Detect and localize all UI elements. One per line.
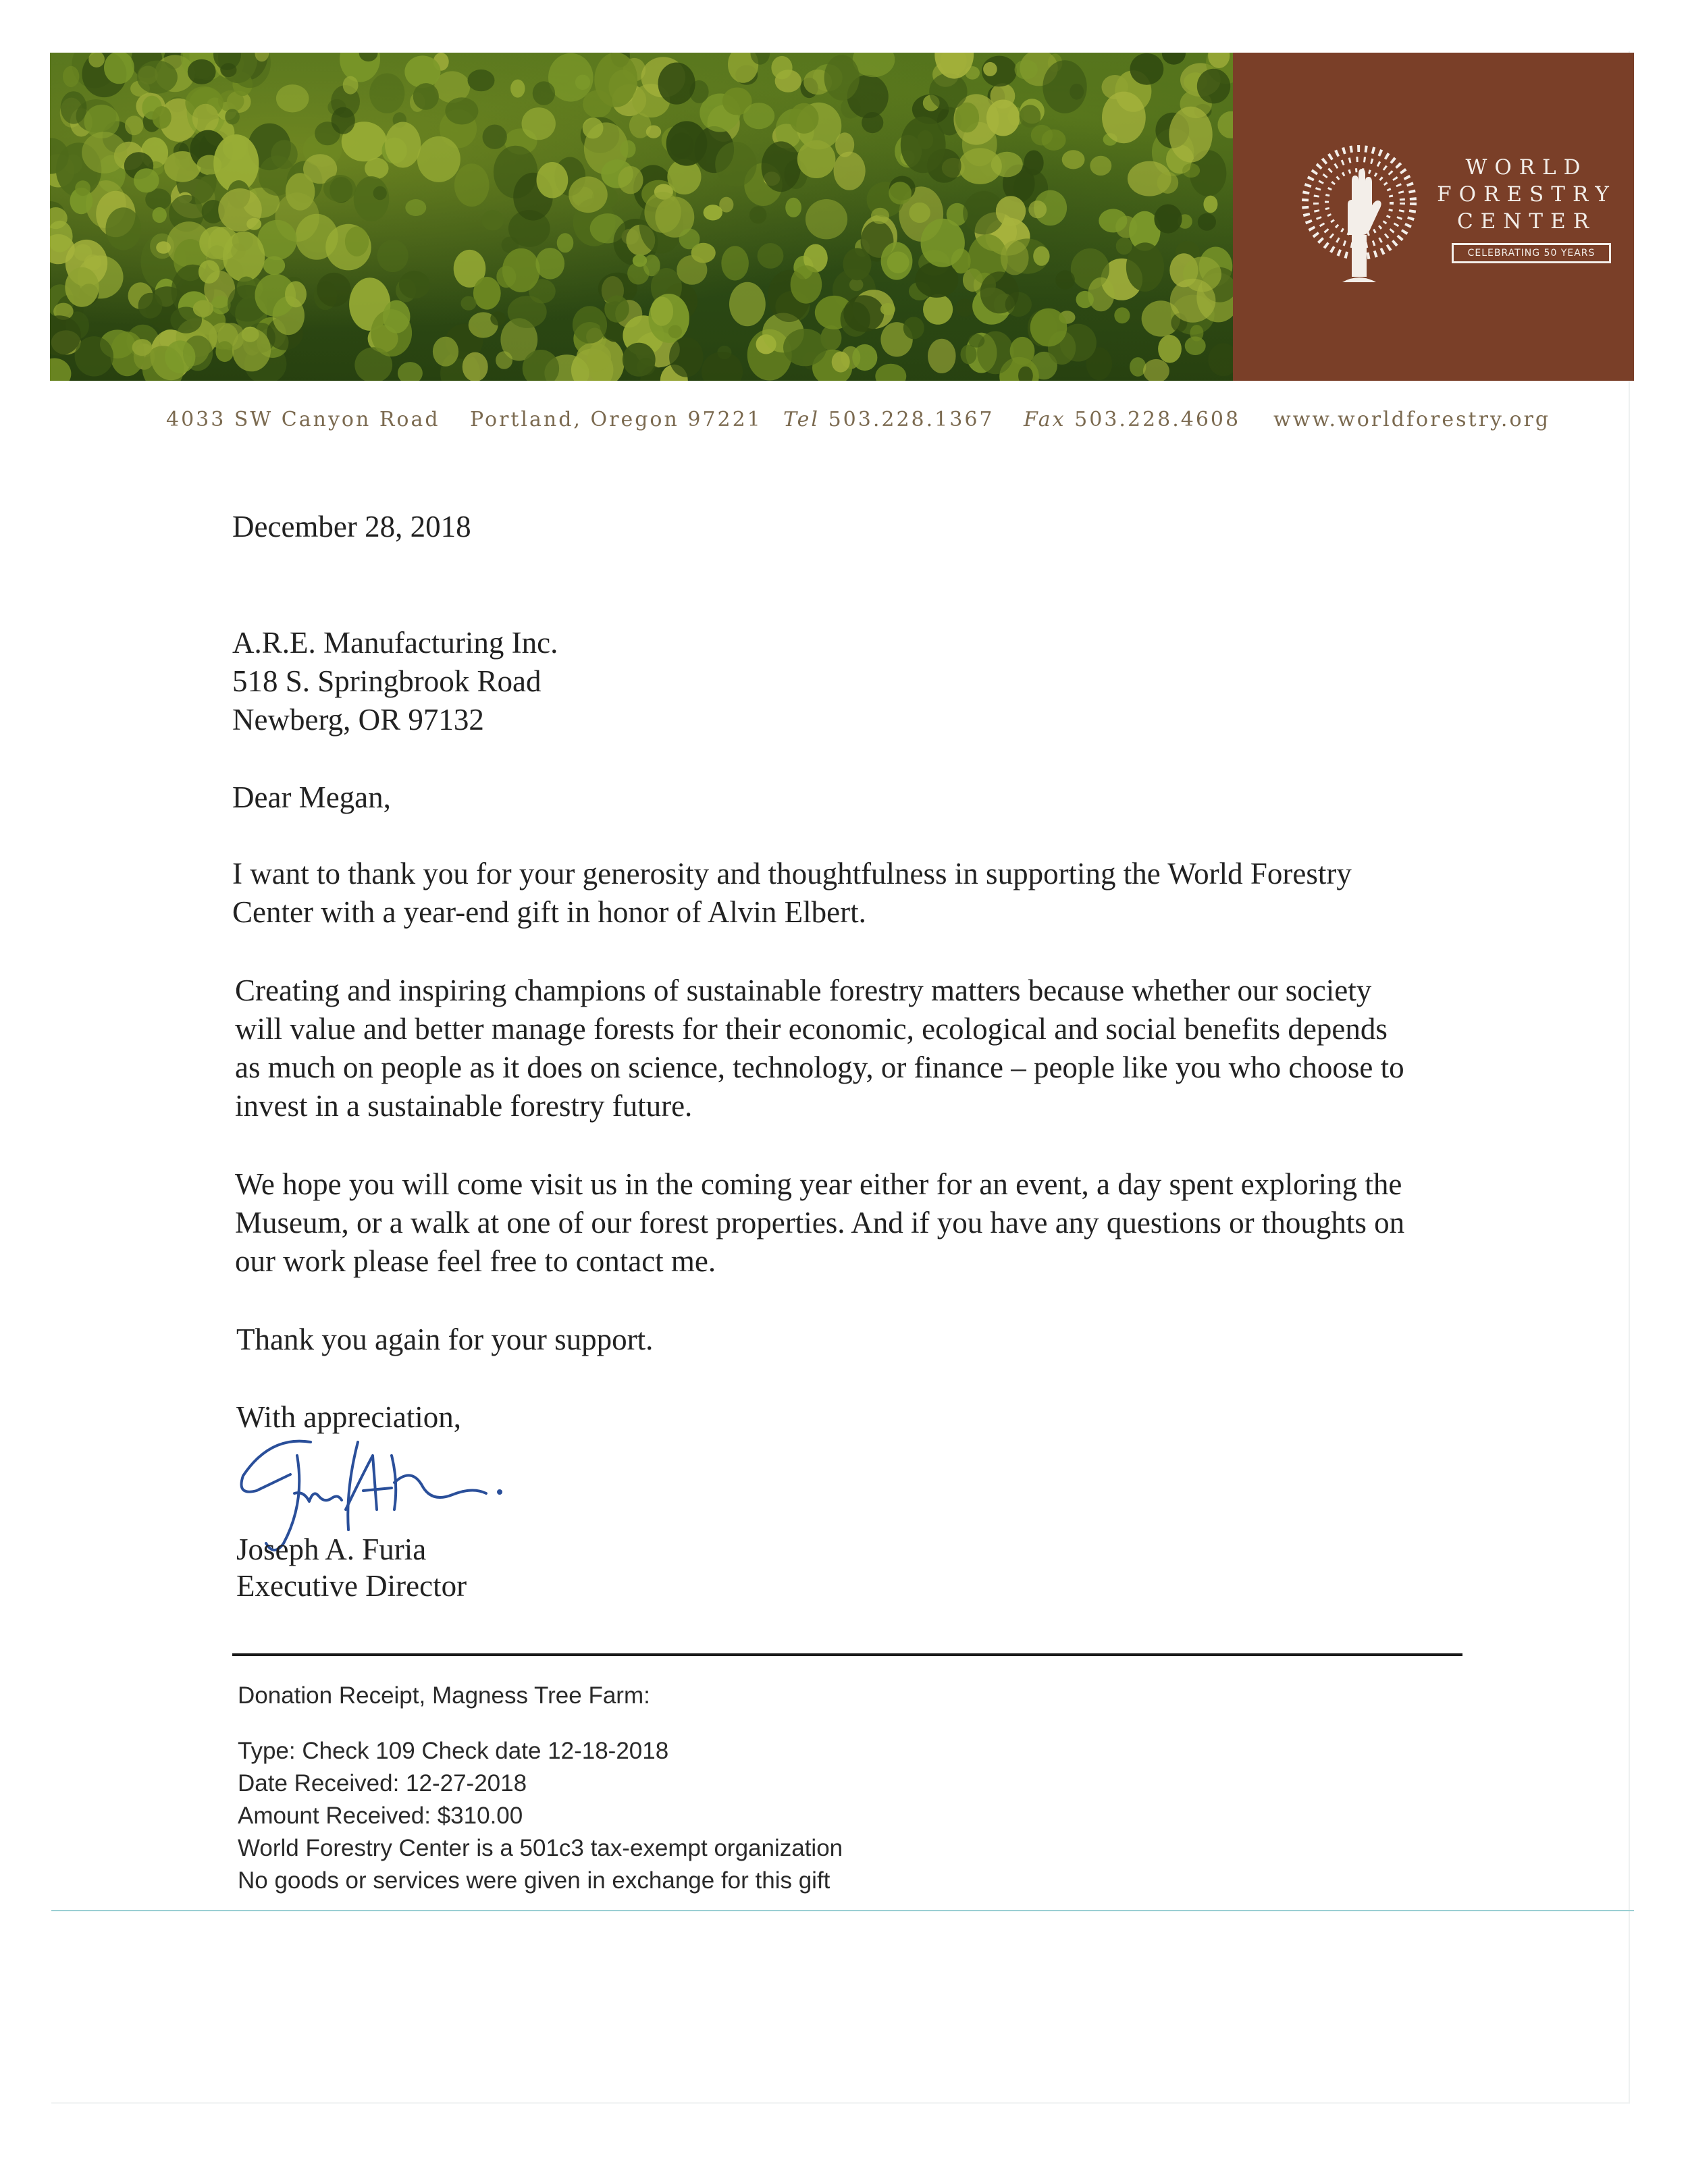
receipt-line: Amount Received: $310.00 [238, 1803, 523, 1829]
recipient-line: 518 S. Springbrook Road [232, 664, 542, 698]
street-address: 4033 SW Canyon Road [166, 408, 440, 431]
signer-block [236, 1531, 467, 1604]
receipt-spacer [238, 1712, 843, 1735]
letter-date [232, 508, 471, 546]
fax-number: 503.228.4608 [1074, 408, 1241, 431]
signer-name: Joseph A. Furia [236, 1533, 427, 1566]
page-fold-line [51, 1910, 1634, 1911]
recipient-line: A.R.E. Manufacturing Inc. [232, 626, 558, 660]
paragraph-3 [235, 1165, 1404, 1281]
salutation-text: Dear Megan, [232, 780, 391, 814]
paragraph-line: Creating and inspiring champions of sustainable forestry matters because whether our society [235, 974, 1372, 1007]
date-text: December 28, 2018 [232, 510, 471, 543]
closing-text: With appreciation, [236, 1400, 462, 1434]
paragraph-line: our work please feel free to contact me. [235, 1244, 716, 1278]
forest-canopy-illustration [50, 53, 1233, 381]
receipt-divider [232, 1653, 1462, 1656]
paragraph-4 [236, 1321, 653, 1359]
receipt-heading: Donation Receipt, Magness Tree Farm: [238, 1682, 650, 1709]
website-link[interactable]: www.worldforestry.org [1273, 408, 1551, 431]
salutation [232, 778, 391, 817]
org-name [1435, 154, 1618, 235]
recipient-address [232, 624, 558, 739]
org-name-line-1: WORLD [1465, 155, 1588, 180]
tel-label: Tel [783, 408, 820, 431]
receipt-line: Type: Check 109 Check date 12-18-2018 [238, 1738, 669, 1764]
paragraph-line: will value and better manage forests for their economic, ecological and social benefits depends [235, 1012, 1388, 1046]
fax-label: Fax [1024, 408, 1066, 431]
fax [1024, 408, 1240, 431]
signer-title: Executive Director [236, 1569, 467, 1603]
recipient-line: Newberg, OR 97132 [232, 703, 484, 737]
anniversary-ribbon: CELEBRATING 50 YEARS [1452, 243, 1611, 263]
org-name-line-3: CENTER [1456, 209, 1597, 234]
contact-bar [0, 408, 1688, 442]
paragraph-line: Thank you again for your support. [236, 1323, 654, 1356]
paragraph-line: invest in a sustainable forestry future. [235, 1089, 693, 1123]
paragraph-line: I want to thank you for your generosity and thoughtfulness in supporting the World Forestry [232, 857, 1352, 890]
paragraph-line: We hope you will come visit us in the coming year either for an event, a day spent exploring the [235, 1167, 1402, 1201]
city-address: Portland, Oregon 97221 [470, 408, 762, 431]
letterhead-banner [50, 53, 1634, 381]
paragraph-2 [235, 971, 1404, 1125]
org-name-line-2: FORESTRY [1437, 182, 1616, 207]
forest-photo [50, 53, 1233, 381]
paragraph-line: Center with a year-end gift in honor of Alvin Elbert. [232, 895, 866, 929]
paragraph-1 [232, 855, 1352, 932]
paragraph-line: Museum, or a walk at one of our forest properties. And if you have any questions or thoughts on [235, 1206, 1405, 1240]
hand-tree-icon [1295, 140, 1423, 289]
receipt-line: No goods or services were given in exchange for this gift [238, 1867, 830, 1894]
paragraph-line: as much on people as it does on science, technology, or finance – people like you who choose to [235, 1050, 1404, 1084]
brand-panel [1233, 53, 1634, 381]
receipt-line: World Forestry Center is a 501c3 tax-exempt organization [238, 1835, 843, 1861]
tel-number: 503.228.1367 [828, 408, 995, 431]
receipt-line: Date Received: 12-27-2018 [238, 1770, 527, 1796]
donation-receipt [238, 1680, 843, 1897]
telephone [783, 408, 995, 431]
